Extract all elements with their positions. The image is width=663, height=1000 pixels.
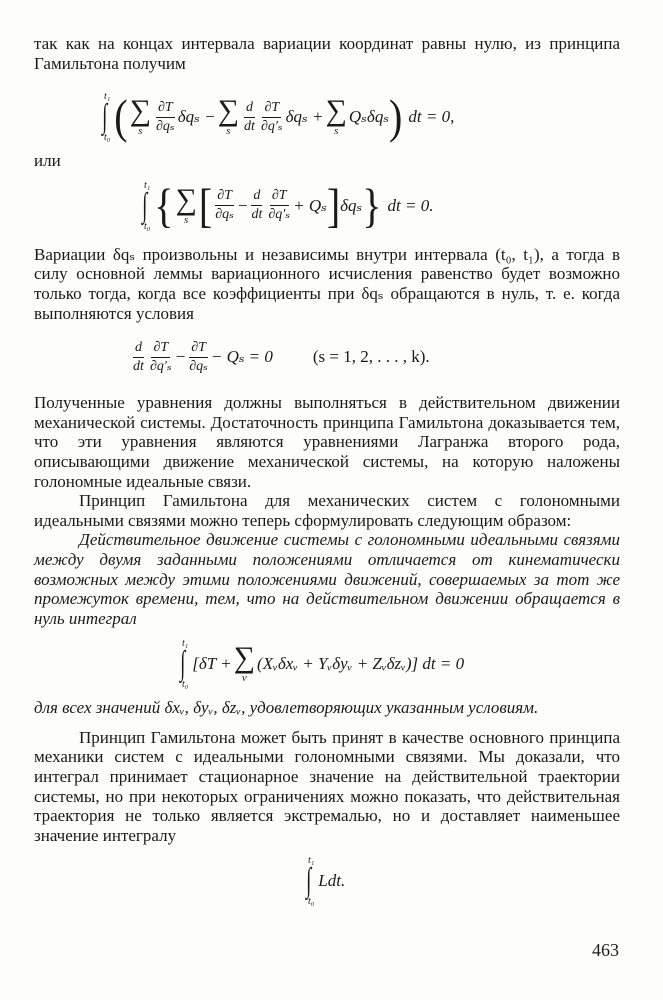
connector-text: или [34,151,61,171]
equation-1: t₁ ∫ t₀ ( ∑ s $\frac{\partial T}{\text{∂qₛ}}$ δqₛ − ∑ s $\frac{d}{dt}$ $\frac{\partial T}{\text{∂q′ₛ}}$ δqₛ + ∑ s Qₛδqₛ ) dt = 0, [102,89,455,144]
paragraph-1: так как на концах интервала вариации координат равны нулю, из принципа Гамильтона получим [34,34,620,73]
paragraph-4: Принцип Гамильтона для механических систем с голономными идеальными связями можно теперь сформулировать следующим образом: [34,491,620,530]
statement-end: для всех значений δxᵥ, δyᵥ, δzᵥ, удовлетворяющих указанным условиям. [34,698,539,718]
paragraph-5: Принцип Гамильтона может быть принят в качестве основного принципа механики систем с идеальными голономными связями. Мы доказали, что интеграл принимает стационарное значение на действительной траектории системы, но при некоторых ограничениях можно показать, что действительная траектория не только является экстремалью, но и доставляет наименьшее значение интегралу [34,727,620,845]
paragraph-2: Вариации δqₛ произвольны и независимы внутри интервала (t₀, t₁), а тогда в силу основной леммы вариационного исчисления равенство будет возможно только тогда, когда все коэффициенты при δqₛ обращаются в нуль, т. е. когда выполняются условия [34,244,620,323]
sum-sign: ∑ s [129,94,151,138]
principle-statement: Действительное движение системы с голономными идеальными связями между двумя заданными положениями отличается от кинематически возможных между этими положениями движений, совершаемых за тот же промежуток времени, тем, что на действительном движении обращается в нуль интеграл [34,530,620,628]
equation-4: t₁ ∫ t₀ [δT + ∑ ν (Xᵥδxᵥ + Yᵥδyᵥ + Zᵥδzᵥ)] dt = 0 [180,638,465,691]
integral-sign: t₁ ∫ t₀ [102,91,111,144]
equation-3: $\frac{d}{dt}$ $\frac{\partial T}{\text{∂q′ₛ}}$ − $\frac{\partial T}{\text{∂qₛ}}$ − Qₛ = 0 (s = 1, 2, . . . , k). [133,339,430,374]
paragraph-3: Полученные уравнения должны выполняться в действительном движении механической системы. Достаточность принципа Гамильтона доказывается тем, что эти уравнения являются уравнениями Лагранжа второго рода, описывающими движение механической системы, на которую наложены голономные идеальные связи. [34,393,620,491]
equation-2: t₁ ∫ t₀ { ∑ s [ $\frac{\partial T}{\text{∂qₛ}}$ − $\frac{d}{dt}$ $\frac{\partial T}{\text{∂q′ₛ}}$ + Qₛ ] δqₛ } dt = 0. [142,178,434,233]
equation-5: t₁ ∫ t₀ Ldt. [306,855,346,908]
page-number: 463 [592,940,619,960]
page-content [34,34,620,909]
